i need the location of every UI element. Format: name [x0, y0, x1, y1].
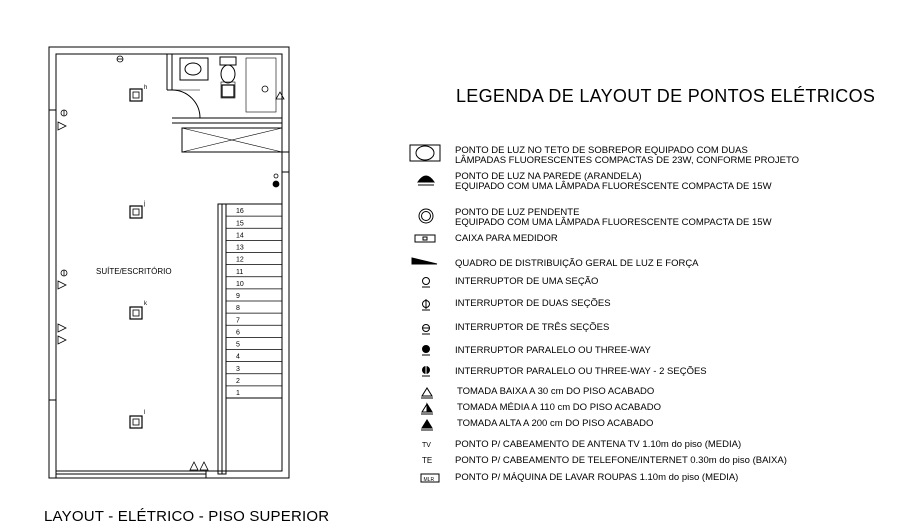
distribution-board-icon: [412, 258, 437, 264]
switch-one-section-icon: [422, 278, 430, 288]
legend-item-tv: PONTO P/ CABEAMENTO DE ANTENA TV 1.10m do piso (MEDIA): [455, 439, 742, 450]
washing-machine-point-label: MLR: [423, 477, 435, 483]
stair-step-number: 13: [236, 244, 244, 252]
fixture-tag: l: [144, 410, 146, 416]
fixture-tag: k: [144, 301, 147, 307]
ceiling-light-icon: [410, 145, 440, 161]
stair-step-number: 14: [236, 232, 244, 240]
legend-item-outlet-low: TOMADA BAIXA A 30 cm DO PISO ACABADO: [457, 386, 655, 397]
switch-two-sections-icon: [422, 299, 430, 310]
stair-step-number: 6: [236, 329, 240, 337]
legend-item-switch-3: INTERRUPTOR DE TRÊS SEÇÕES: [455, 322, 610, 333]
plan-title: LAYOUT - ELÉTRICO - PISO SUPERIOR: [44, 508, 330, 525]
stair-step-number: 5: [236, 341, 240, 349]
switch-three-sections-icon: [422, 325, 430, 335]
stair-step-number: 15: [236, 220, 244, 228]
room-label: SUÍTE/ESCRITÓRIO: [96, 267, 172, 276]
outlet-medium-icon: [421, 404, 433, 414]
switch-three-way-icon: [422, 346, 430, 356]
stair-step-number: 11: [236, 268, 244, 276]
legend-item-three-way-2: INTERRUPTOR PARALELO OU THREE-WAY - 2 SEÇÕES: [455, 366, 707, 377]
legend-item-wall-sconce: PONTO DE LUZ NA PAREDE (ARANDELA) EQUIPADO COM UMA LÂMPADA FLUORESCENTE COMPACTA DE 15W: [455, 171, 772, 192]
stair-step-number: 1: [236, 390, 240, 397]
legend-item-three-way: INTERRUPTOR PARALELO OU THREE-WAY: [455, 345, 651, 356]
stair-step-number: 2: [236, 377, 240, 385]
outlet-low-icon: [421, 388, 433, 398]
pendant-light-icon: [419, 209, 433, 223]
telephone-internet-point-icon: TE: [422, 456, 433, 465]
legend-item-switch-2: INTERRUPTOR DE DUAS SEÇÕES: [455, 298, 611, 309]
legend-item-switch-1: INTERRUPTOR DE UMA SEÇÃO: [455, 276, 599, 287]
legend-item-ceiling-light: PONTO DE LUZ NO TETO DE SOBREPOR EQUIPADO COM DUAS LÂMPADAS FLUORESCENTES COMPACTAS DE 23W, CONFORME PROJETO: [455, 145, 799, 166]
stair-step-number: 10: [236, 280, 244, 288]
legend-item-telephone: PONTO P/ CABEAMENTO DE TELEFONE/INTERNET 0.30m do piso (BAIXA): [455, 455, 787, 466]
tv-antenna-point-icon: TV: [422, 442, 431, 449]
stair-step-number: 8: [236, 305, 240, 313]
stair-step-number: 4: [236, 353, 240, 361]
wall-sconce-icon: [418, 176, 434, 185]
stair-step-number: 12: [236, 256, 244, 264]
legend-item-washing-machine: PONTO P/ MÁQUINA DE LAVAR ROUPAS 1.10m do piso (MEDIA): [455, 472, 739, 483]
stair-step-number: 16: [236, 208, 244, 216]
legend-item-meter-box: CAIXA PARA MEDIDOR: [455, 233, 558, 244]
meter-box-icon: [415, 235, 435, 242]
switch-three-way-two-sections-icon: [422, 365, 430, 376]
stair-step-number: 3: [236, 365, 240, 373]
legend-item-outlet-medium: TOMADA MÉDIA A 110 cm DO PISO ACABADO: [457, 402, 661, 413]
outlet-high-icon: [421, 420, 433, 430]
legend-item-pendant: PONTO DE LUZ PENDENTE EQUIPADO COM UMA LÂMPADA FLUORESCENTE COMPACTA DE 15W: [455, 207, 772, 228]
stair-step-number: 9: [236, 293, 240, 300]
legend-title: LEGENDA DE LAYOUT DE PONTOS ELÉTRICOS: [456, 86, 876, 106]
legend-item-distribution-board: QUADRO DE DISTRIBUIÇÃO GERAL DE LUZ E FORÇA: [455, 258, 699, 269]
stair-step-number: 7: [236, 317, 240, 325]
fixture-tag: j: [144, 201, 146, 207]
fixture-tag: h: [144, 85, 148, 91]
legend-item-outlet-high: TOMADA ALTA A 200 cm DO PISO ACABADO: [457, 418, 654, 429]
